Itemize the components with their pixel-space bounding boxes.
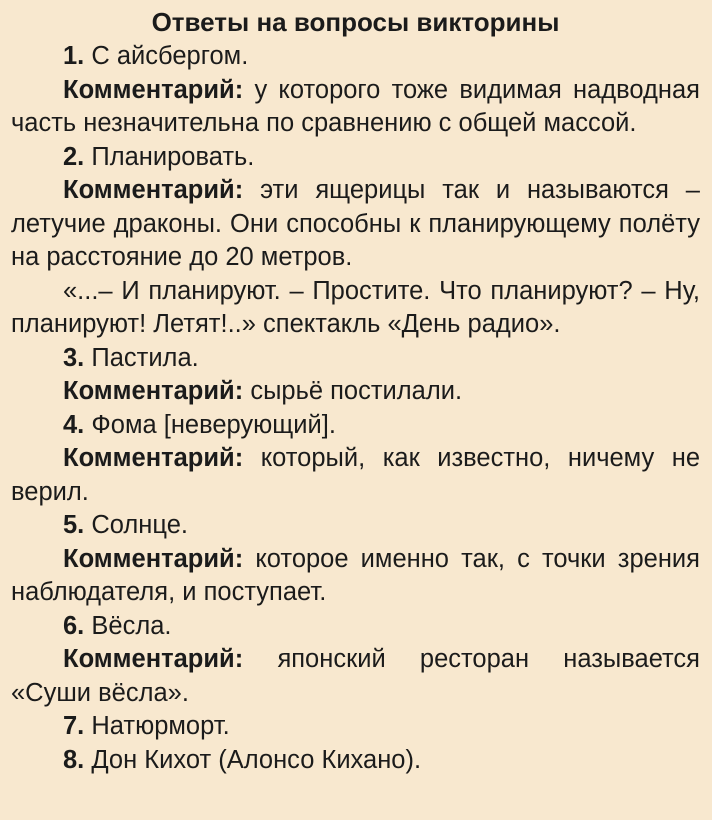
comment-paragraph bbox=[11, 174, 700, 275]
comment-paragraph bbox=[11, 543, 700, 610]
comment-label: Комментарий: bbox=[63, 75, 244, 104]
answer-number: 3. bbox=[63, 343, 85, 372]
page-title: Ответы на вопросы викторины bbox=[151, 7, 560, 37]
comment-label: Комментарий: bbox=[63, 444, 244, 472]
comment-text: которое именно так, с точки зрения наблюдателя, и поступает. bbox=[11, 544, 700, 606]
answer-text: Натюрморт. bbox=[91, 712, 230, 740]
comment-paragraph bbox=[11, 375, 700, 409]
answer-line bbox=[11, 342, 700, 376]
answer-line bbox=[11, 710, 700, 744]
answer-number: 2. bbox=[63, 142, 85, 171]
answer-number: 4. bbox=[63, 410, 85, 439]
answer-number: 1. bbox=[63, 42, 85, 70]
comment-text: эти ящерицы так и называются – летучие драконы. Они способны к планирующему полёту на расстояние до 20 метров. bbox=[11, 176, 700, 271]
comment-text: у которого тоже видимая надводная часть незначительна по сравнению с общей массой. bbox=[11, 75, 700, 137]
comment-text: японский ресторан называется «Суши вёсла». bbox=[11, 645, 700, 707]
comment-paragraph bbox=[11, 74, 700, 141]
comment-paragraph bbox=[11, 442, 700, 509]
quote-paragraph bbox=[11, 275, 700, 342]
answer-text: Солнце. bbox=[91, 511, 188, 539]
comment-paragraph bbox=[11, 643, 700, 710]
answer-line bbox=[11, 40, 700, 74]
answer-text: Дон Кихот (Алонсо Кихано). bbox=[91, 745, 422, 774]
answer-text: Вёсла. bbox=[91, 611, 172, 640]
answer-number: 5. bbox=[63, 511, 85, 539]
comment-label: Комментарий: bbox=[63, 176, 244, 204]
comment-label: Комментарий: bbox=[63, 645, 244, 673]
answer-number: 6. bbox=[63, 611, 85, 640]
answer-number: 8. bbox=[63, 745, 85, 774]
answer-line bbox=[11, 409, 700, 443]
answer-text: Пастила. bbox=[91, 343, 199, 372]
answer-line bbox=[11, 141, 700, 175]
answer-text: С айсбергом. bbox=[91, 42, 249, 70]
answer-line bbox=[11, 744, 700, 778]
quote-text: «...– И планируют. – Простите. Что планируют? – Ну, планируют! Летят!..» спектакль «День радио». bbox=[11, 276, 700, 338]
answers-list bbox=[11, 40, 700, 777]
comment-label: Комментарий: bbox=[63, 544, 244, 573]
comment-text: сырьё постилали. bbox=[250, 377, 463, 405]
answer-text: Фома [неверующий]. bbox=[91, 410, 336, 439]
answer-line bbox=[11, 509, 700, 543]
comment-label: Комментарий: bbox=[63, 377, 244, 405]
answer-text: Планировать. bbox=[91, 142, 255, 171]
answer-line bbox=[11, 610, 700, 644]
comment-text: который, как известно, ничему не верил. bbox=[11, 444, 700, 506]
answer-number: 7. bbox=[63, 712, 85, 740]
